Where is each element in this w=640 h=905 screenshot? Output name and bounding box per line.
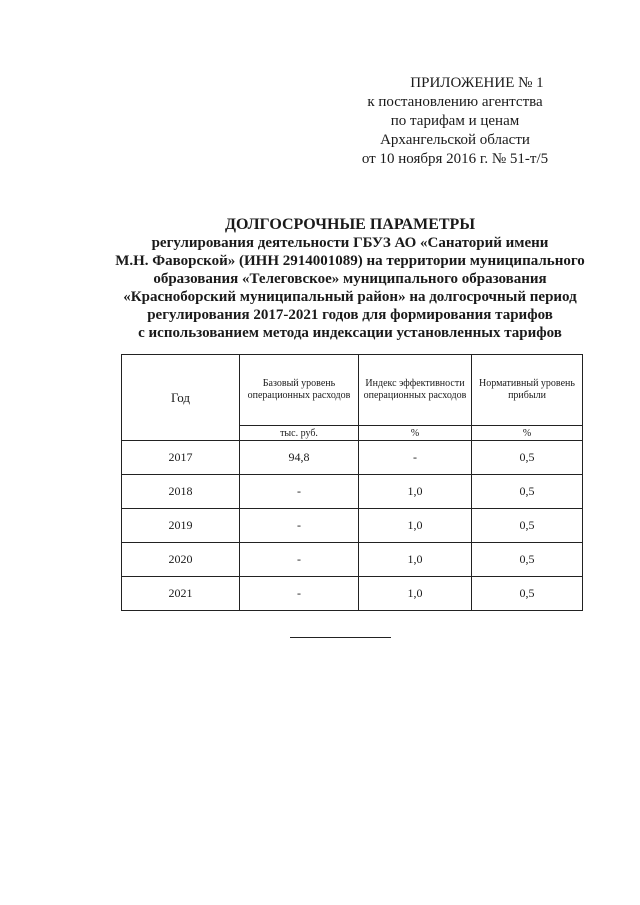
appendix-line: Архангельской области — [380, 132, 530, 148]
table-row — [122, 475, 583, 509]
appendix-block — [330, 74, 580, 169]
cell-profit-level: 0,5 — [472, 509, 583, 543]
table-row — [122, 543, 583, 577]
header-efficiency-index: Индекс эффективности операционных расходов — [359, 355, 472, 426]
appendix-title: ПРИЛОЖЕНИЕ № 1 — [410, 75, 544, 91]
cell-profit-level: 0,5 — [472, 475, 583, 509]
appendix-line: к постановлению агентства — [367, 94, 543, 110]
end-divider — [290, 637, 391, 638]
subtitle-line: «Красноборский муниципальный район» на долгосрочный период — [123, 289, 577, 305]
subtitle-line: образования «Телеговское» муниципального образования — [153, 271, 547, 287]
cell-year: 2018 — [122, 475, 240, 509]
table-row — [122, 509, 583, 543]
title-block — [20, 216, 640, 342]
cell-efficiency-index: 1,0 — [359, 509, 472, 543]
header-base-costs: Базовый уровень операционных расходов — [240, 355, 359, 426]
cell-base-costs: 94,8 — [240, 441, 359, 475]
unit-efficiency-index: % — [359, 426, 472, 441]
cell-base-costs: - — [240, 475, 359, 509]
cell-efficiency-index: - — [359, 441, 472, 475]
cell-year: 2020 — [122, 543, 240, 577]
unit-base-costs: тыс. руб. — [240, 426, 359, 441]
cell-base-costs: - — [240, 577, 359, 611]
cell-efficiency-index: 1,0 — [359, 577, 472, 611]
subtitle-line: с использованием метода индексации установленных тарифов — [138, 325, 562, 341]
unit-profit-level: % — [472, 426, 583, 441]
cell-profit-level: 0,5 — [472, 441, 583, 475]
header-year: Год — [122, 355, 240, 441]
cell-profit-level: 0,5 — [472, 577, 583, 611]
parameters-table — [121, 354, 583, 611]
table-header-row — [122, 355, 583, 426]
table-row — [122, 441, 583, 475]
cell-efficiency-index: 1,0 — [359, 475, 472, 509]
cell-year: 2019 — [122, 509, 240, 543]
subtitle-line: регулирования деятельности ГБУЗ АО «Санаторий имени — [151, 235, 549, 251]
cell-profit-level: 0,5 — [472, 543, 583, 577]
cell-base-costs: - — [240, 509, 359, 543]
document-title: ДОЛГОСРОЧНЫЕ ПАРАМЕТРЫ — [224, 216, 476, 233]
cell-year: 2021 — [122, 577, 240, 611]
subtitle-line: регулирования 2017-2021 годов для формирования тарифов — [147, 307, 553, 323]
cell-efficiency-index: 1,0 — [359, 543, 472, 577]
appendix-line: по тарифам и ценам — [390, 113, 520, 129]
subtitle-line: М.Н. Фаворской» (ИНН 2914001089) на территории муниципального — [115, 253, 585, 269]
header-profit-level: Нормативный уровень прибыли — [472, 355, 583, 426]
table-row — [122, 577, 583, 611]
cell-base-costs: - — [240, 543, 359, 577]
appendix-line: от 10 ноября 2016 г. № 51-т/5 — [361, 151, 549, 167]
cell-year: 2017 — [122, 441, 240, 475]
